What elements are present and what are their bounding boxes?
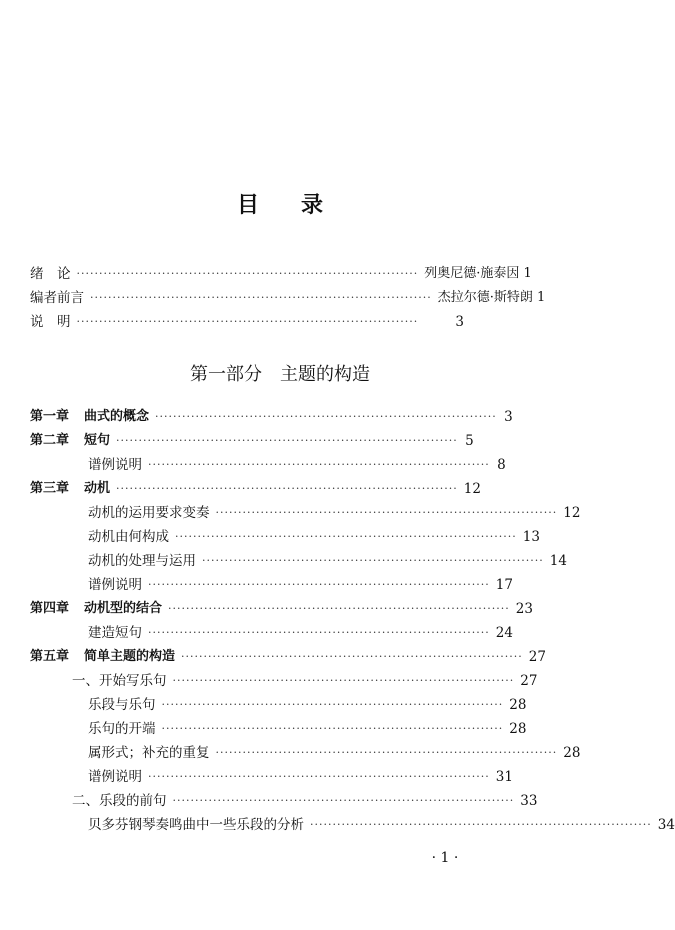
toc-title: 说 明: [30, 314, 71, 330]
toc-title: 一、开始写乐句: [72, 673, 167, 689]
toc-page: 27: [520, 673, 538, 689]
toc-section-row[interactable]: [88, 813, 675, 835]
toc-section-row[interactable]: [88, 693, 527, 715]
toc-chapter-row[interactable]: [30, 645, 546, 667]
toc-page: 27: [528, 649, 546, 665]
leader-dots: ············································································: [148, 458, 490, 471]
toc-title: 贝多芬钢琴奏鸣曲中一些乐段的分析: [88, 817, 304, 833]
toc-page: 列奥尼德·施泰因 1: [424, 266, 532, 281]
toc-title: 编者前言: [30, 290, 84, 306]
toc-title: 谱例说明: [88, 457, 142, 473]
toc-section-row[interactable]: [88, 549, 567, 571]
leader-dots: ············································································: [310, 818, 652, 831]
leader-dots: ············································································: [76, 315, 419, 328]
leader-dots: ············································································: [175, 530, 517, 543]
part-label: 第一部分: [190, 364, 262, 385]
toc-page: 28: [509, 721, 527, 737]
leader-dots: ············································································: [172, 794, 515, 807]
leader-dots: ············································································: [155, 410, 497, 423]
chapter-label: 第五章: [30, 649, 70, 664]
toc-title: 谱例说明: [88, 769, 142, 785]
toc-title: 动机: [84, 481, 111, 496]
toc-section-row[interactable]: [88, 765, 513, 787]
toc-page: 12: [463, 481, 481, 497]
toc-page: 12: [563, 505, 581, 521]
toc-title: 动机型的结合: [84, 601, 163, 616]
toc-chapter-row[interactable]: [30, 405, 513, 427]
toc-section-row[interactable]: [88, 501, 581, 523]
toc-title: 谱例说明: [88, 577, 142, 593]
leader-dots: ············································································: [202, 554, 544, 567]
toc-section-row[interactable]: [72, 789, 538, 811]
toc-title: 短句: [84, 433, 111, 448]
toc-page: 34: [657, 817, 675, 833]
leader-dots: ············································································: [148, 770, 490, 783]
leader-dots: ············································································: [161, 722, 504, 735]
toc-page: 23: [515, 601, 533, 617]
part-title: [0, 360, 560, 386]
page-title: [0, 188, 560, 219]
page-number: · 1 ·: [431, 850, 459, 866]
toc-title: 属形式；补充的重复: [88, 745, 210, 761]
toc-chapter-row[interactable]: [30, 597, 533, 619]
leader-dots: ············································································: [116, 434, 458, 447]
toc-section-row[interactable]: [88, 741, 581, 763]
leader-dots: ············································································: [90, 291, 432, 304]
leader-dots: ············································································: [168, 602, 510, 615]
leader-dots: ············································································: [116, 482, 458, 495]
toc-page: 3: [455, 314, 464, 330]
toc-title: 动机的处理与运用: [88, 553, 196, 569]
toc-title: 二、乐段的前句: [72, 793, 167, 809]
toc-page: 8: [497, 457, 506, 473]
toc-page: 24: [495, 625, 513, 641]
toc-title: 乐句的开端: [88, 721, 156, 737]
toc-chapter-row[interactable]: [30, 477, 481, 499]
leader-dots: ············································································: [215, 746, 558, 759]
toc-page: 31: [495, 769, 513, 785]
toc-front-row[interactable]: [30, 286, 546, 308]
page-title-char-1: 目: [236, 193, 259, 218]
leader-dots: ············································································: [161, 698, 504, 711]
toc-page: 28: [509, 697, 527, 713]
leader-dots: ············································································: [148, 578, 490, 591]
leader-dots: ············································································: [181, 650, 523, 663]
part-name: 主题的构造: [280, 364, 370, 385]
toc-front-row[interactable]: [30, 262, 532, 284]
chapter-label: 第四章: [30, 601, 70, 616]
toc-section-row[interactable]: [88, 621, 513, 643]
toc-title: 动机的运用要求变奏: [88, 505, 210, 521]
chapter-label: 第一章: [30, 409, 70, 424]
toc-page: 5: [465, 433, 474, 449]
toc-front-row[interactable]: [30, 310, 464, 332]
toc-page: 33: [520, 793, 538, 809]
toc-page: 17: [495, 577, 513, 593]
toc-section-row[interactable]: [72, 669, 538, 691]
toc-title: 简单主题的构造: [84, 649, 176, 664]
page-title-char-2: 录: [301, 193, 324, 218]
toc-chapter-row[interactable]: [30, 429, 474, 451]
toc-section-row[interactable]: [88, 525, 540, 547]
chapter-label: 第三章: [30, 481, 70, 496]
leader-dots: ············································································: [215, 506, 558, 519]
toc-section-row[interactable]: [88, 573, 513, 595]
toc-page: 13: [522, 529, 540, 545]
toc-page: 3: [504, 409, 513, 425]
toc-title: 建造短句: [88, 625, 142, 641]
chapter-label: 第二章: [30, 433, 70, 448]
toc-title: 乐段与乐句: [88, 697, 156, 713]
leader-dots: ············································································: [148, 626, 490, 639]
toc-section-row[interactable]: [88, 717, 527, 739]
toc-title: 绪 论: [30, 266, 71, 282]
leader-dots: ············································································: [76, 267, 419, 280]
toc-title: 曲式的概念: [84, 409, 150, 424]
toc-title: 动机由何构成: [88, 529, 169, 545]
toc-page: 杰拉尔德·斯特朗 1: [437, 290, 546, 305]
leader-dots: ············································································: [172, 674, 515, 687]
toc-page: 28: [563, 745, 581, 761]
toc-section-row[interactable]: [88, 453, 506, 475]
toc-page: 14: [549, 553, 567, 569]
